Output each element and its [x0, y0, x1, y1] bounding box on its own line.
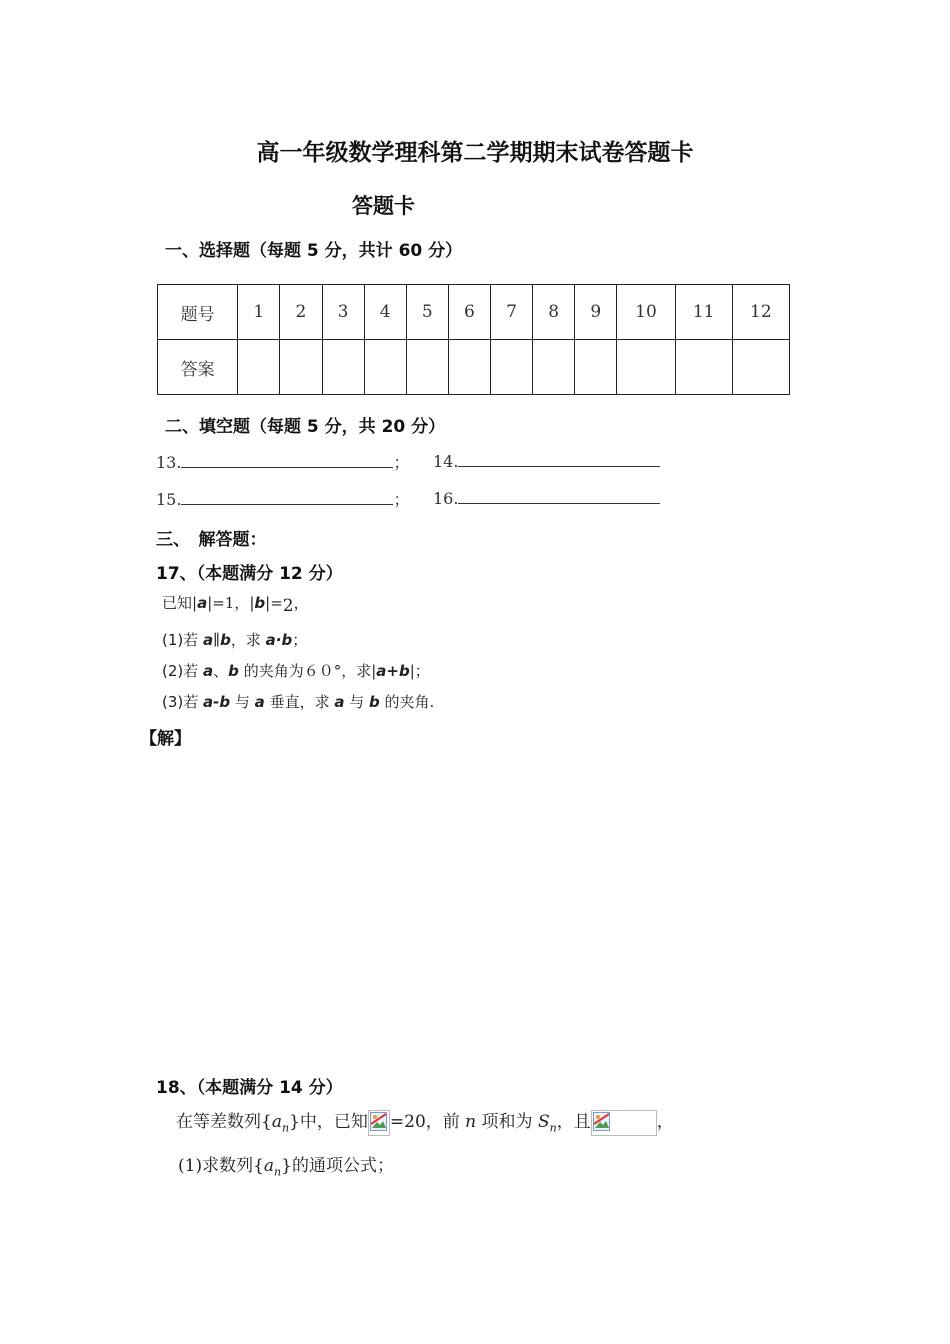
- question-number: 1: [238, 285, 280, 340]
- broken-image-icon: [591, 1110, 657, 1136]
- fill-blank-14: [433, 450, 660, 471]
- blank-separator: ；: [393, 490, 410, 509]
- section-choice-heading: 一、选择题（每题 5 分，共计 60 分）: [165, 241, 463, 261]
- answer-cell[interactable]: [280, 340, 322, 395]
- vector-b: b: [254, 594, 266, 612]
- answer-cell[interactable]: [617, 340, 675, 395]
- blank-line[interactable]: [458, 487, 660, 504]
- blank-number: 13.: [156, 453, 182, 472]
- table-row-answers: [158, 340, 790, 395]
- q18-part1: (1)求数列$\{a_n\}$的通项公式；: [178, 1156, 394, 1179]
- table-row-numbers: [158, 285, 790, 340]
- answer-cell[interactable]: [575, 340, 617, 395]
- blank-number: 15.: [156, 490, 182, 509]
- answer-cell[interactable]: [491, 340, 533, 395]
- blank-number: 16.: [433, 489, 459, 508]
- question-number: 9: [575, 285, 617, 340]
- question-number: 5: [406, 285, 448, 340]
- blank-number: 14.: [433, 452, 459, 471]
- q17-solution-area[interactable]: [160, 760, 800, 1060]
- answer-cell[interactable]: [238, 340, 280, 395]
- row-label-answer: 答案: [158, 340, 238, 395]
- question-number: 10: [617, 285, 675, 340]
- q17-heading: 17、（本题满分 12 分）: [156, 564, 343, 584]
- row-label-number: 题号: [158, 285, 238, 340]
- q18-line1: 在等差数列$\{a_n\}$中，已知 =20，前 n 项和为 $S_n$，且 ，: [176, 1107, 674, 1136]
- q18-heading: 18、（本题满分 14 分）: [156, 1078, 343, 1098]
- q17-part2: (2)若 a、b 的夹角为６０°，求|a+b|；: [162, 662, 430, 680]
- q17-solution-label: 【解】: [140, 729, 191, 749]
- question-number: 11: [675, 285, 732, 340]
- q17-given: 已知|a|=1，|b|=2，: [162, 594, 309, 616]
- q17-part3: (3)若 a-b 与 a 垂直，求 a 与 b 的夹角.: [162, 693, 435, 711]
- answer-cell[interactable]: [448, 340, 490, 395]
- answer-cell[interactable]: [732, 340, 789, 395]
- answer-cell[interactable]: [675, 340, 732, 395]
- vector-a: a: [197, 594, 208, 612]
- fill-blank-16: [433, 487, 660, 508]
- question-number: 3: [322, 285, 364, 340]
- question-number: 6: [448, 285, 490, 340]
- page-title: 高一年级数学理科第二学期期末试卷答题卡: [256, 140, 694, 166]
- answer-table: [157, 284, 790, 395]
- question-number: 7: [491, 285, 533, 340]
- section-fill-heading: 二、填空题（每题 5 分，共 20 分）: [165, 417, 446, 437]
- question-number: 4: [364, 285, 406, 340]
- q17-part1: (1)若 a∥b，求 a·b；: [162, 631, 308, 649]
- broken-image-icon: [368, 1110, 390, 1136]
- answer-cell[interactable]: [364, 340, 406, 395]
- blank-line[interactable]: [458, 450, 660, 467]
- blank-line[interactable]: [181, 451, 393, 468]
- page-subtitle: 答题卡: [352, 194, 415, 218]
- fill-blank-15: [156, 487, 409, 510]
- blank-line[interactable]: [181, 488, 393, 505]
- fill-blank-13: [156, 450, 409, 473]
- section-solve-heading: 三、 解答题：: [156, 530, 267, 550]
- answer-cell[interactable]: [406, 340, 448, 395]
- question-number: 8: [533, 285, 575, 340]
- question-number: 2: [280, 285, 322, 340]
- answer-cell[interactable]: [322, 340, 364, 395]
- question-number: 12: [732, 285, 789, 340]
- blank-separator: ；: [393, 453, 410, 472]
- answer-cell[interactable]: [533, 340, 575, 395]
